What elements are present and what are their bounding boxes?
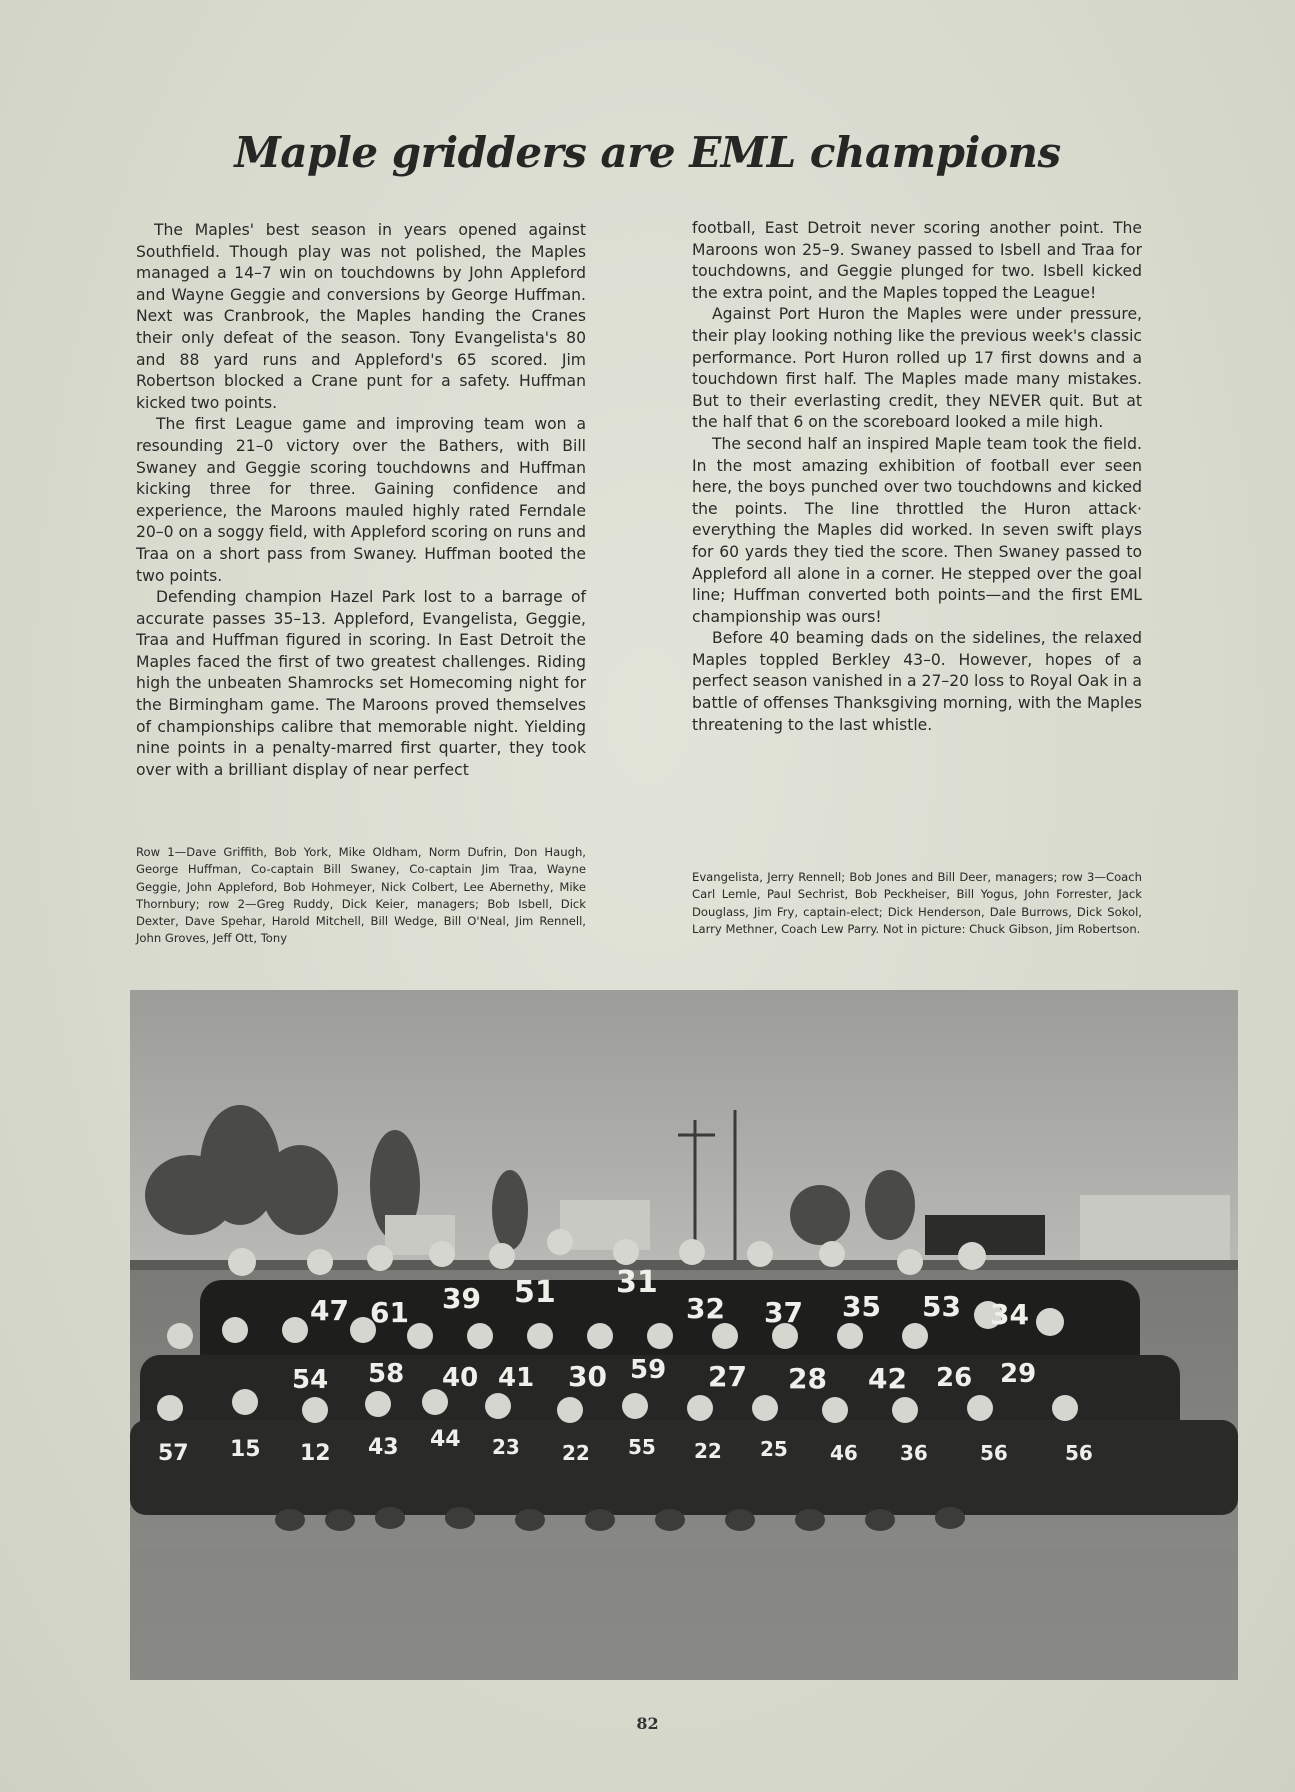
jersey-number: 46 xyxy=(830,1441,858,1465)
article-paragraph: Defending champion Hazel Park lost to a barrage of accurate passes 35–13. Appleford, Evangelista, Geggie, Traa and Huffman figured in scoring. In East Detroit the Maples faced the first of two greatest challenges. Riding high the unbeaten Shamrocks set Homecoming night for the Birmingham game. The Maroons proved themselves of championships calibre that memorable night. Yielding nine points in a penalty-marred first quarter, they took over with a brilliant display of near perfect xyxy=(136,588,586,779)
jersey-number: 27 xyxy=(708,1360,747,1393)
jersey-number: 57 xyxy=(158,1441,189,1466)
jersey-number: 22 xyxy=(694,1439,722,1463)
article-paragraph: The first League game and improving team won a resounding 21–0 victory over the Bathers, with Bill Swaney and Geggie scoring touchdowns and Huffman kicking three for three. Gaining confidence and experience, the Maroons mauled highly rated Ferndale 20–0 on a soggy field, with Appleford scoring on runs and Traa on a short pass from Swaney. Huffman booted the two points. xyxy=(136,415,586,585)
jersey-number: 23 xyxy=(492,1435,520,1459)
team-photo xyxy=(130,990,1238,1680)
jersey-number: 39 xyxy=(442,1282,481,1315)
page-number: 82 xyxy=(636,1714,659,1733)
article-paragraph: The Maples' best season in years opened against Southfield. Though play was not polished, the Maples managed a 14–7 win on touchdowns by John Appleford and Wayne Geggie and conversions by George Huffman. Next was Cranbrook, the Maples handing the Cranes their only defeat of the season. Tony Evangelista's 80 and 88 yard runs and Appleford's 65 scored. Jim Robertson blocked a Crane punt for a safety. Huffman kicked two points. xyxy=(136,221,586,412)
jersey-number: 40 xyxy=(442,1363,479,1393)
jersey-number: 41 xyxy=(498,1363,535,1393)
jersey-number: 15 xyxy=(230,1437,261,1462)
jersey-number: 22 xyxy=(562,1441,590,1465)
jersey-number: 56 xyxy=(980,1441,1008,1465)
jersey-number: 42 xyxy=(868,1362,907,1395)
article-paragraph: football, East Detroit never scoring another point. The Maroons won 25–9. Swaney passed to Isbell and Traa for touchdowns, and Geggie plunged for two. Isbell kicked the extra point, and the Maples topped the League! xyxy=(692,219,1142,302)
jersey-number: 30 xyxy=(568,1360,607,1393)
team-photo-image xyxy=(130,990,1238,1680)
jersey-number: 61 xyxy=(370,1296,409,1329)
jersey-number: 53 xyxy=(922,1290,961,1323)
jersey-number: 37 xyxy=(764,1296,803,1329)
jersey-number: 51 xyxy=(514,1275,556,1310)
article-column-right xyxy=(692,218,1142,736)
article-paragraph: Against Port Huron the Maples were under pressure, their play looking nothing like the previous week's classic performance. Port Huron rolled up 17 first downs and a touchdown first half. The Maples made many mistakes. But to their everlasting credit, they NEVER quit. But at the half that 6 on the scoreboard looked a mile high. xyxy=(692,305,1142,432)
page-title: Maple gridders are EML champions xyxy=(234,128,1061,177)
jersey-number: 47 xyxy=(310,1294,349,1327)
jersey-number: 25 xyxy=(760,1437,788,1461)
article-paragraph: The second half an inspired Maple team took the field. In the most amazing exhibition of football ever seen here, the boys punched over two touchdowns and kicked the points. The line throttled the Huron attack· everything the Maples did worked. In seven swift plays for 60 yards they tied the score. Then Swaney passed to Appleford all alone in a corner. He stepped over the goal line; Huffman converted both points—and the first EML championship was ours! xyxy=(692,434,1142,626)
photo-caption-left: Row 1—Dave Griffith, Bob York, Mike Oldham, Norm Dufrin, Don Haugh, George Huffman, Co-captain Bill Swaney, Co-captain Jim Traa, Wayne Geggie, John Appleford, Bob Hohmeyer, Nick Colbert, Lee Abernethy, Mike Thornbury; row 2—Greg Ruddy, Dick Keier, managers; Bob Isbell, Dick Dexter, Dave Spehar, Harold Mitchell, Bill Wedge, Bill O'Neal, Jim Rennell, John Groves, Jeff Ott, Tony xyxy=(136,845,586,946)
jersey-number: 58 xyxy=(368,1359,405,1389)
jersey-number: 26 xyxy=(936,1363,973,1393)
jersey-number: 43 xyxy=(368,1435,399,1460)
jersey-number: 28 xyxy=(788,1362,827,1395)
jersey-number: 55 xyxy=(628,1435,656,1459)
jersey-number: 29 xyxy=(1000,1359,1037,1389)
jersey-number: 36 xyxy=(900,1441,928,1465)
photo-caption-right: Evangelista, Jerry Rennell; Bob Jones and Bill Deer, managers; row 3—Coach Carl Lemle, Paul Sechrist, Bob Peckheiser, Bill Yogus, John Forrester, Jack Douglass, Jim Fry, captain-elect; Dick Henderson, Dale Burrows, Dick Sokol, Larry Methner, Coach Lew Parry. Not in picture: Chuck Gibson, Jim Robertson. xyxy=(692,870,1142,936)
jersey-number: 56 xyxy=(1065,1441,1093,1465)
jersey-number: 12 xyxy=(300,1441,331,1466)
jersey-number: 44 xyxy=(430,1427,461,1452)
jersey-number: 34 xyxy=(990,1298,1029,1331)
article-paragraph: Before 40 beaming dads on the sidelines, the relaxed Maples toppled Berkley 43–0. However, hopes of a perfect season vanished in a 27–20 loss to Royal Oak in a battle of offenses Thanksgiving morning, with the Maples threatening to the last whistle. xyxy=(692,629,1142,734)
jersey-number: 59 xyxy=(630,1355,667,1385)
jersey-number: 35 xyxy=(842,1290,881,1323)
jersey-number: 31 xyxy=(616,1265,658,1300)
jersey-number: 32 xyxy=(686,1292,725,1325)
jersey-number: 54 xyxy=(292,1365,329,1395)
article-column-left xyxy=(136,220,586,781)
